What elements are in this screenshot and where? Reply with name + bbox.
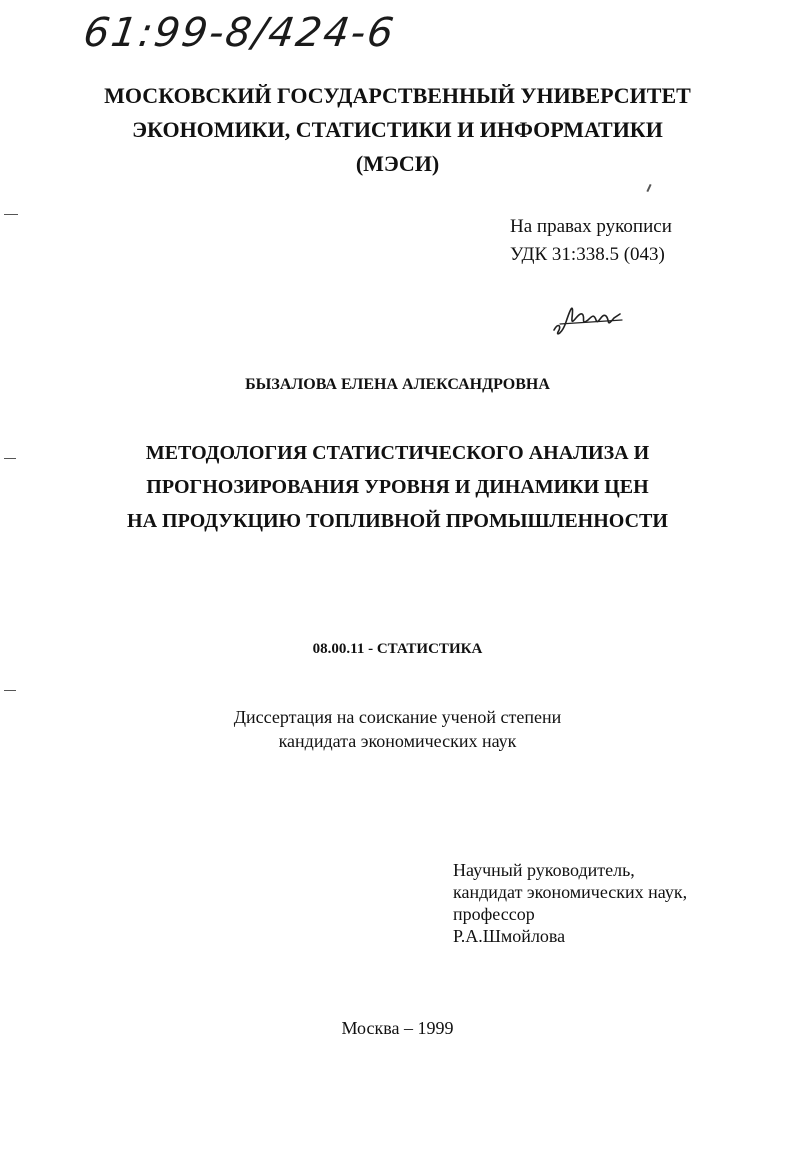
title-line-1: МЕТОДОЛОГИЯ СТАТИСТИЧЕСКОГО АНАЛИЗА И	[145, 442, 650, 464]
supervisor-line-1: Научный руководитель,	[453, 860, 635, 880]
university-name	[0, 79, 795, 181]
scan-mark	[4, 458, 16, 459]
university-line-2: ЭКОНОМИКИ, СТАТИСТИКИ И ИНФОРМАТИКИ	[132, 117, 663, 142]
title-line-3: НА ПРОДУКЦИЮ ТОПЛИВНОЙ ПРОМЫШЛЕННОСТИ	[127, 510, 668, 532]
city-year: Москва – 1999	[341, 1018, 454, 1038]
supervisor-block	[453, 859, 687, 947]
scan-mark	[4, 214, 18, 215]
degree-line-2: кандидата экономических наук	[278, 731, 517, 751]
author-name: БЫЗАЛОВА ЕЛЕНА АЛЕКСАНДРОВНА	[245, 376, 550, 393]
supervisor-line-2: кандидат экономических наук,	[453, 882, 688, 902]
rights-block	[510, 213, 672, 269]
degree-line-1: Диссертация на соискание ученой степени	[233, 707, 562, 727]
supervisor-line-3: профессор	[453, 904, 535, 924]
scan-mark	[646, 184, 651, 192]
udc-code: УДК 31:338.5 (043)	[510, 244, 665, 265]
author-signature	[548, 292, 628, 342]
university-abbreviation: (МЭСИ)	[355, 151, 440, 176]
scan-mark	[4, 690, 16, 691]
degree-statement	[0, 705, 795, 753]
supervisor-line-4: Р.А.Шмойлова	[453, 926, 566, 946]
manuscript-rights: На правах рукописи	[510, 216, 672, 237]
title-line-2: ПРОГНОЗИРОВАНИЯ УРОВНЯ И ДИНАМИКИ ЦЕН	[146, 476, 649, 498]
handwritten-catalog-code: 61:99-8/424-6	[80, 10, 399, 56]
university-line-1: МОСКОВСКИЙ ГОСУДАРСТВЕННЫЙ УНИВЕРСИТЕТ	[104, 83, 691, 108]
specialty-code: 08.00.11 - СТАТИСТИКА	[312, 641, 483, 657]
dissertation-title	[0, 436, 795, 538]
